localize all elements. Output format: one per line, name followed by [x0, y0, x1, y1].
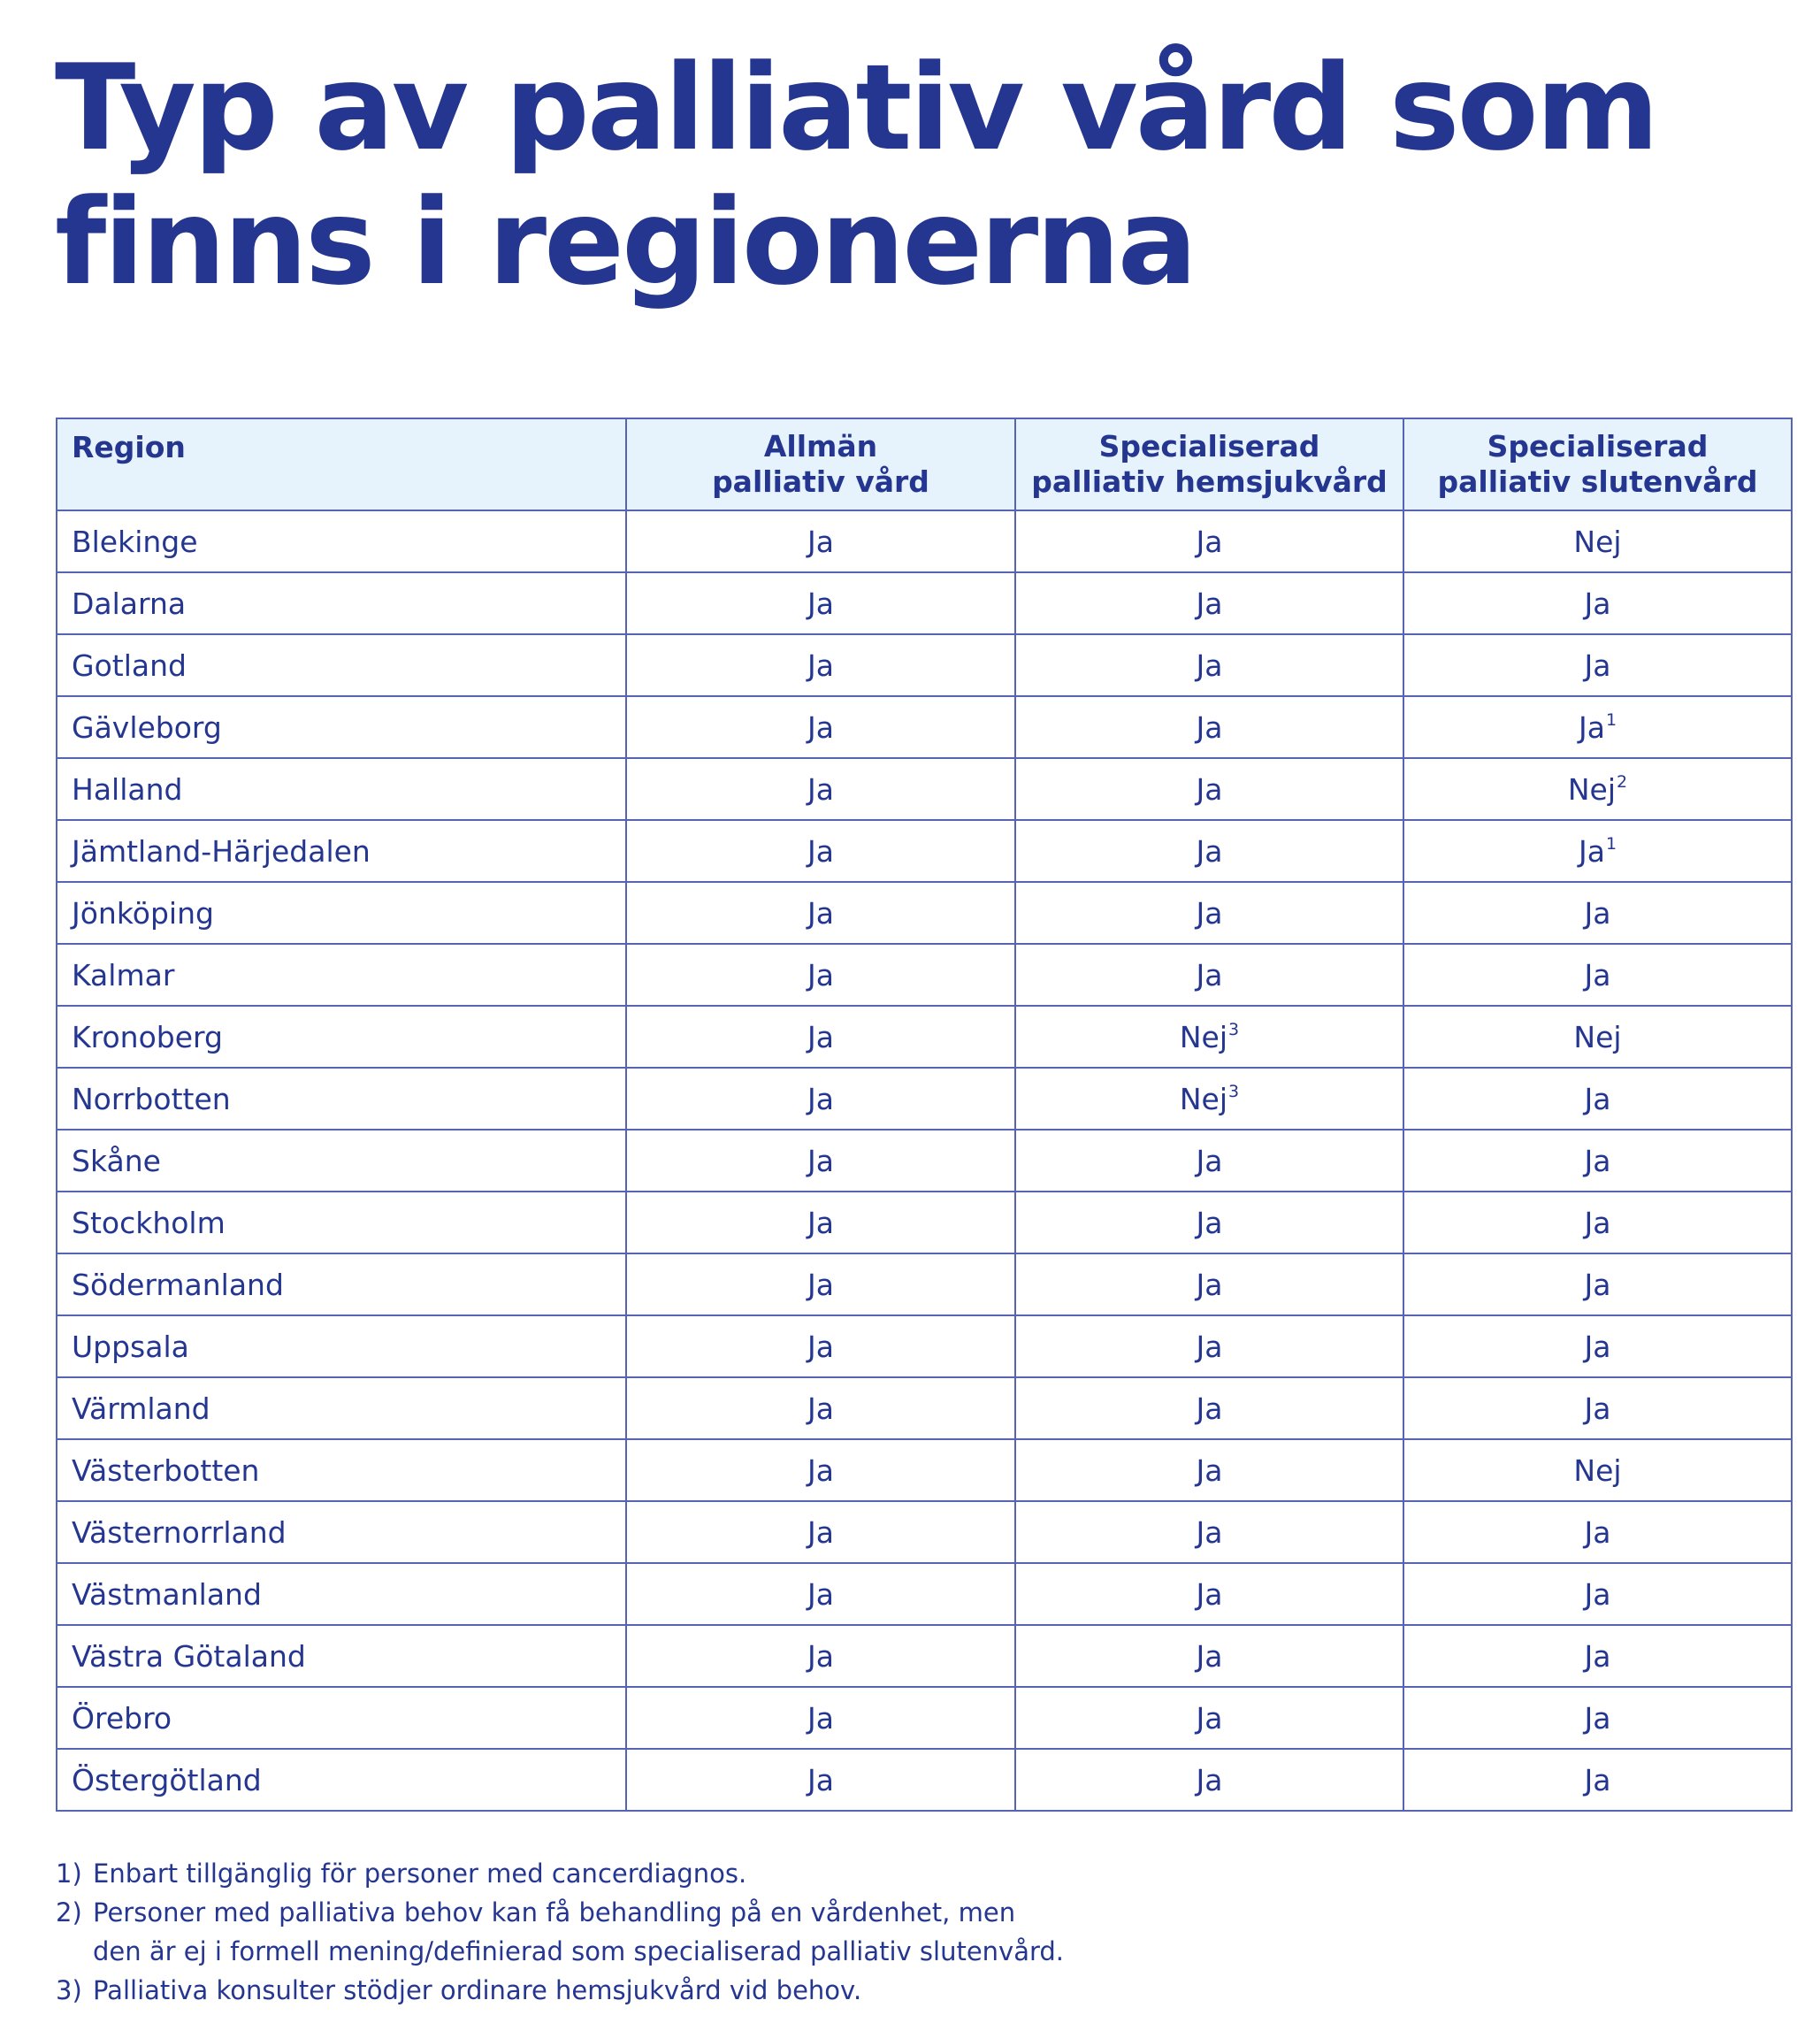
- cell-region: [57, 1315, 626, 1377]
- cell-allman-value: Ja: [807, 1143, 834, 1178]
- cell-region-value: Skåne: [72, 1143, 161, 1178]
- cell-allman: [626, 1192, 1015, 1253]
- cell-allman: [626, 1315, 1015, 1377]
- table-row: [57, 1315, 1792, 1377]
- cell-region-value: Uppsala: [72, 1329, 189, 1364]
- cell-region-value: Västra Götaland: [72, 1638, 306, 1674]
- table-row: [57, 758, 1792, 820]
- column-header-slutenvard: [1403, 418, 1792, 510]
- cell-allman-value: Ja: [807, 1391, 834, 1426]
- cell-slutenvard: [1403, 696, 1792, 758]
- cell-hemsjukvard: [1015, 1687, 1403, 1749]
- table-row: [57, 1377, 1792, 1439]
- cell-region-value: Kalmar: [72, 957, 175, 993]
- cell-allman-value: Ja: [807, 1576, 834, 1612]
- cell-hemsjukvard-value: Ja: [1196, 1205, 1223, 1240]
- cell-slutenvard: [1403, 1068, 1792, 1130]
- table-body: [57, 510, 1792, 1811]
- cell-region-value: Dalarna: [72, 586, 187, 621]
- cell-allman: [626, 1687, 1015, 1749]
- cell-slutenvard: [1403, 510, 1792, 572]
- cell-region-value: Örebro: [72, 1700, 172, 1736]
- cell-slutenvard: [1403, 1439, 1792, 1501]
- cell-slutenvard-value: Ja: [1584, 1267, 1611, 1302]
- cell-hemsjukvard-value: Ja: [1196, 648, 1223, 683]
- table-row: [57, 944, 1792, 1006]
- column-header-slutenvard-line-1: Specialiserad: [1487, 429, 1709, 464]
- cell-region: [57, 758, 626, 820]
- table-row: [57, 1563, 1792, 1625]
- cell-hemsjukvard-value: Ja: [1196, 1267, 1223, 1302]
- cell-slutenvard: [1403, 572, 1792, 634]
- cell-allman: [626, 1006, 1015, 1068]
- footnote-number: 1): [56, 1859, 82, 1889]
- footnote-item: [56, 1854, 1789, 1893]
- table-row: [57, 1006, 1792, 1068]
- cell-allman-value: Ja: [807, 586, 834, 621]
- cell-slutenvard: [1403, 634, 1792, 696]
- cell-hemsjukvard: [1015, 696, 1403, 758]
- cell-allman-value: Ja: [807, 957, 834, 993]
- cell-slutenvard-value: Nej: [1573, 1452, 1622, 1488]
- column-header-slutenvard-line-2: palliativ slutenvård: [1437, 464, 1758, 499]
- footnote-marker: 3: [1228, 1081, 1240, 1101]
- cell-hemsjukvard: [1015, 1068, 1403, 1130]
- table-row: [57, 1625, 1792, 1687]
- cell-allman-value: Ja: [807, 771, 834, 807]
- cell-region-value: Halland: [72, 771, 183, 807]
- cell-region: [57, 1563, 626, 1625]
- column-header-allman-line-1: Allmän: [763, 429, 878, 464]
- cell-hemsjukvard-value: Ja: [1196, 1700, 1223, 1736]
- cell-region: [57, 1687, 626, 1749]
- cell-slutenvard-value: Ja: [1584, 1329, 1611, 1364]
- cell-region-value: Gävleborg: [72, 709, 222, 745]
- cell-hemsjukvard: [1015, 1192, 1403, 1253]
- cell-allman-value: Ja: [807, 524, 834, 559]
- table-row: [57, 882, 1792, 944]
- cell-region-value: Jönköping: [72, 895, 214, 931]
- cell-region-value: Blekinge: [72, 524, 198, 559]
- footnote-item: [56, 1893, 1789, 1971]
- cell-allman-value: Ja: [807, 1081, 834, 1116]
- cell-region: [57, 1625, 626, 1687]
- cell-slutenvard: [1403, 1253, 1792, 1315]
- cell-region: [57, 510, 626, 572]
- cell-region: [57, 820, 626, 882]
- cell-allman: [626, 572, 1015, 634]
- cell-slutenvard-value: Ja: [1584, 1081, 1611, 1116]
- footnote-marker: 3: [1228, 1019, 1240, 1039]
- cell-slutenvard: [1403, 1006, 1792, 1068]
- page-title-line-2: finns i regionerna: [55, 173, 1196, 311]
- cell-allman: [626, 1377, 1015, 1439]
- footnote-text: Personer med palliativa behov kan få behandling på en vårdenhet, men den är ej i formell mening/definierad som specialiserad palliativ slutenvård.: [93, 1897, 1065, 1966]
- cell-region: [57, 1192, 626, 1253]
- cell-allman-value: Ja: [807, 1205, 834, 1240]
- cell-hemsjukvard-value: Nej: [1179, 1081, 1228, 1116]
- cell-allman: [626, 1501, 1015, 1563]
- cell-region-value: Värmland: [72, 1391, 210, 1426]
- cell-hemsjukvard-value: Ja: [1196, 1391, 1223, 1426]
- cell-hemsjukvard: [1015, 572, 1403, 634]
- cell-allman: [626, 510, 1015, 572]
- cell-allman: [626, 820, 1015, 882]
- cell-hemsjukvard: [1015, 758, 1403, 820]
- cell-hemsjukvard: [1015, 510, 1403, 572]
- footnote-marker: 2: [1617, 771, 1628, 792]
- cell-region: [57, 1501, 626, 1563]
- cell-allman: [626, 1563, 1015, 1625]
- cell-allman-value: Ja: [807, 709, 834, 745]
- cell-slutenvard: [1403, 1192, 1792, 1253]
- cell-hemsjukvard-value: Ja: [1196, 1329, 1223, 1364]
- cell-slutenvard-value: Ja: [1584, 1576, 1611, 1612]
- table-row: [57, 634, 1792, 696]
- cell-slutenvard-value: Ja: [1584, 1143, 1611, 1178]
- cell-slutenvard-value: Ja: [1578, 833, 1605, 869]
- cell-slutenvard-value: Nej: [1573, 1019, 1622, 1054]
- cell-hemsjukvard-value: Ja: [1196, 1514, 1223, 1550]
- cell-region-value: Östergötland: [72, 1762, 262, 1797]
- cell-slutenvard-value: Ja: [1584, 957, 1611, 993]
- cell-allman-value: Ja: [807, 895, 834, 931]
- cell-region-value: Gotland: [72, 648, 187, 683]
- cell-allman: [626, 1068, 1015, 1130]
- table-row: [57, 1068, 1792, 1130]
- table-row: [57, 1749, 1792, 1811]
- cell-allman-value: Ja: [807, 1762, 834, 1797]
- cell-region: [57, 1439, 626, 1501]
- cell-allman-value: Ja: [807, 1267, 834, 1302]
- cell-region: [57, 944, 626, 1006]
- cell-allman-value: Ja: [807, 1329, 834, 1364]
- cell-hemsjukvard-value: Ja: [1196, 1762, 1223, 1797]
- cell-slutenvard: [1403, 1377, 1792, 1439]
- cell-hemsjukvard-value: Ja: [1196, 524, 1223, 559]
- page-title-line-1: Typ av palliativ vård som: [55, 39, 1657, 177]
- cell-region-value: Stockholm: [72, 1205, 226, 1240]
- page-title: [55, 39, 1657, 311]
- region-table: [56, 418, 1793, 1812]
- cell-hemsjukvard-value: Ja: [1196, 709, 1223, 745]
- cell-region: [57, 882, 626, 944]
- cell-allman-value: Ja: [807, 833, 834, 869]
- cell-region: [57, 696, 626, 758]
- cell-hemsjukvard: [1015, 944, 1403, 1006]
- cell-region-value: Södermanland: [72, 1267, 284, 1302]
- footnote-marker: 1: [1605, 709, 1617, 730]
- cell-slutenvard-value: Ja: [1578, 709, 1605, 745]
- cell-allman: [626, 1749, 1015, 1811]
- cell-slutenvard-value: Ja: [1584, 1205, 1611, 1240]
- table-row: [57, 572, 1792, 634]
- cell-slutenvard-value: Ja: [1584, 1700, 1611, 1736]
- cell-slutenvard-value: Nej: [1573, 524, 1622, 559]
- cell-allman-value: Ja: [807, 1638, 834, 1674]
- table-row: [57, 1192, 1792, 1253]
- cell-region-value: Kronoberg: [72, 1019, 223, 1054]
- cell-hemsjukvard: [1015, 1563, 1403, 1625]
- cell-hemsjukvard-value: Ja: [1196, 586, 1223, 621]
- cell-region-value: Jämtland-Härjedalen: [72, 833, 371, 869]
- cell-slutenvard-value: Ja: [1584, 1391, 1611, 1426]
- footnote-text: Palliativa konsulter stödjer ordinare hemsjukvård vid behov.: [93, 1975, 862, 2005]
- column-header-allman: [626, 418, 1015, 510]
- cell-slutenvard: [1403, 1563, 1792, 1625]
- table-row: [57, 1687, 1792, 1749]
- cell-slutenvard: [1403, 1315, 1792, 1377]
- footnote-marker: 1: [1605, 833, 1617, 854]
- column-header-hemsjukvard-line-2: palliativ hemsjukvård: [1031, 464, 1388, 499]
- cell-slutenvard: [1403, 758, 1792, 820]
- cell-region: [57, 1253, 626, 1315]
- table-row: [57, 696, 1792, 758]
- column-header-region: [57, 418, 626, 510]
- table-row: [57, 1501, 1792, 1563]
- footnote-item: [56, 1971, 1789, 2010]
- cell-slutenvard-value: Nej: [1567, 771, 1617, 807]
- cell-hemsjukvard: [1015, 1501, 1403, 1563]
- cell-slutenvard-value: Ja: [1584, 1762, 1611, 1797]
- table-header-row: [57, 418, 1792, 510]
- cell-hemsjukvard: [1015, 820, 1403, 882]
- cell-allman-value: Ja: [807, 1452, 834, 1488]
- cell-hemsjukvard: [1015, 882, 1403, 944]
- column-header-allman-line-2: palliativ vård: [712, 464, 929, 499]
- cell-allman: [626, 634, 1015, 696]
- cell-hemsjukvard: [1015, 1006, 1403, 1068]
- cell-hemsjukvard-value: Ja: [1196, 771, 1223, 807]
- footnote-number: 3): [56, 1975, 82, 2005]
- cell-hemsjukvard-value: Nej: [1179, 1019, 1228, 1054]
- cell-slutenvard-value: Ja: [1584, 1514, 1611, 1550]
- cell-region: [57, 1749, 626, 1811]
- table-row: [57, 1253, 1792, 1315]
- table-row: [57, 510, 1792, 572]
- cell-allman: [626, 758, 1015, 820]
- cell-hemsjukvard-value: Ja: [1196, 957, 1223, 993]
- cell-hemsjukvard-value: Ja: [1196, 895, 1223, 931]
- footnote-number: 2): [56, 1897, 82, 1928]
- cell-slutenvard: [1403, 882, 1792, 944]
- cell-hemsjukvard-value: Ja: [1196, 1638, 1223, 1674]
- cell-slutenvard: [1403, 1749, 1792, 1811]
- footnote-text: Enbart tillgänglig för personer med cancerdiagnos.: [93, 1859, 747, 1889]
- cell-region: [57, 1130, 626, 1192]
- cell-allman: [626, 1253, 1015, 1315]
- cell-slutenvard: [1403, 1625, 1792, 1687]
- cell-hemsjukvard: [1015, 634, 1403, 696]
- cell-hemsjukvard: [1015, 1253, 1403, 1315]
- cell-region-value: Västernorrland: [72, 1514, 287, 1550]
- column-header-hemsjukvard-line-1: Specialiserad: [1098, 429, 1320, 464]
- cell-hemsjukvard-value: Ja: [1196, 1143, 1223, 1178]
- cell-region: [57, 634, 626, 696]
- cell-allman-value: Ja: [807, 1514, 834, 1550]
- cell-hemsjukvard: [1015, 1377, 1403, 1439]
- cell-allman: [626, 1625, 1015, 1687]
- cell-slutenvard: [1403, 1501, 1792, 1563]
- cell-hemsjukvard: [1015, 1625, 1403, 1687]
- table-row: [57, 820, 1792, 882]
- cell-slutenvard-value: Ja: [1584, 648, 1611, 683]
- cell-allman-value: Ja: [807, 1700, 834, 1736]
- cell-region: [57, 1006, 626, 1068]
- table-header: [57, 418, 1792, 510]
- column-header-region-label: Region: [72, 430, 186, 464]
- cell-slutenvard-value: Ja: [1584, 1638, 1611, 1674]
- cell-slutenvard-value: Ja: [1584, 895, 1611, 931]
- cell-allman: [626, 944, 1015, 1006]
- cell-allman: [626, 1130, 1015, 1192]
- cell-region-value: Västerbotten: [72, 1452, 260, 1488]
- cell-region: [57, 1068, 626, 1130]
- footnotes: [56, 1854, 1789, 2010]
- cell-slutenvard-value: Ja: [1584, 586, 1611, 621]
- cell-allman-value: Ja: [807, 1019, 834, 1054]
- cell-slutenvard: [1403, 1130, 1792, 1192]
- cell-hemsjukvard-value: Ja: [1196, 1576, 1223, 1612]
- cell-hemsjukvard: [1015, 1315, 1403, 1377]
- cell-hemsjukvard-value: Ja: [1196, 833, 1223, 869]
- cell-slutenvard: [1403, 1687, 1792, 1749]
- cell-allman: [626, 1439, 1015, 1501]
- table-row: [57, 1439, 1792, 1501]
- cell-allman: [626, 882, 1015, 944]
- cell-allman: [626, 696, 1015, 758]
- cell-slutenvard: [1403, 820, 1792, 882]
- cell-region: [57, 1377, 626, 1439]
- cell-hemsjukvard-value: Ja: [1196, 1452, 1223, 1488]
- cell-region-value: Västmanland: [72, 1576, 262, 1612]
- cell-region: [57, 572, 626, 634]
- cell-hemsjukvard: [1015, 1749, 1403, 1811]
- cell-hemsjukvard: [1015, 1130, 1403, 1192]
- cell-hemsjukvard: [1015, 1439, 1403, 1501]
- cell-slutenvard: [1403, 944, 1792, 1006]
- cell-allman-value: Ja: [807, 648, 834, 683]
- column-header-hemsjukvard: [1015, 418, 1403, 510]
- table-row: [57, 1130, 1792, 1192]
- cell-region-value: Norrbotten: [72, 1081, 231, 1116]
